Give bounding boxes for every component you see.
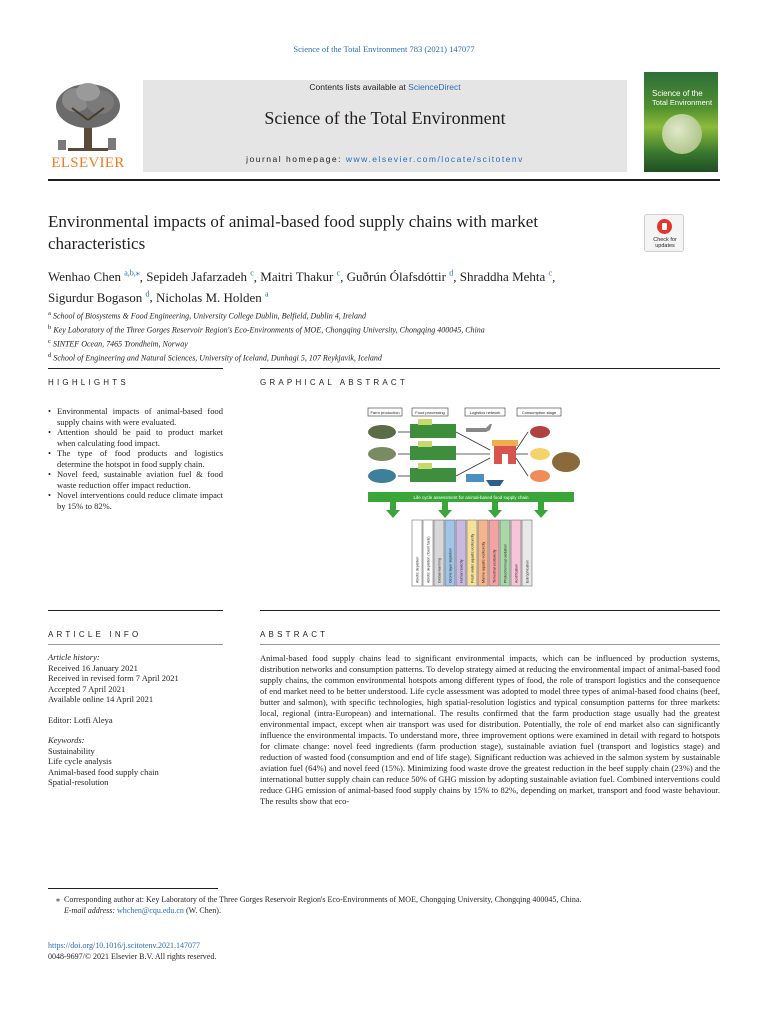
- affiliation-text: Key Laboratory of the Three Gorges Reservoir Region's Eco-Environments of MOE, Chongqing University, Chongqing 400045, China: [53, 325, 485, 335]
- author[interactable]: [260, 269, 340, 284]
- abstract-body: Animal-based food supply chains lead to significant environmental impacts, which can be influenced by production systems, distribution networks and consumption patterns. To develop strategy aimed at reducing the environmental impact of animal-based food supply chains, the common environmental hotspots among different types of food, the role of transport logistics and the consequence of end market need to be better understood. Life cycle assessment was adopted to model three types of animal-based food chains (beef, butter and salmon), with specific technologies, high spatial-resolution logistics and typical consumption patterns for three markets: local, regional (intra-European) and international. The results confirmed that the farm production stage usually had the greatest environmental impact, except when air transport was used for distribution. Potentially, the role of end market also can significantly influence the environmental impacts. To understand more, three improvement options were examined in detail with regard to hotspots for climate change: novel feed ingredients (farm production stage), sustainable aviation fuel (transport and logistics stage) and reduction of wasted food (consumption and end of life stage). Significant reduction was achieved in the salmon system by sustainable aviation fuel (64%) and novel feed (15%). Minimizing food waste drove the greatest reduction in the beef supply chain (23%) and the international butter supply chain can reduce 50% of GHG mission by adopting sustainable aviation fuel. Combined interventions could reduce GHG emission of animal-based food supply chains by 15% to 82%, depending on market, transport and food waste behaviour. The results show that eco-: [260, 653, 720, 806]
- email-link[interactable]: whchen@cqu.edu.cn: [117, 906, 184, 915]
- graphical-abstract-divider: [260, 368, 720, 369]
- affiliation-text: SINTEF Ocean, 7465 Trondheim, Norway: [52, 339, 188, 349]
- author-name: Sepideh Jafarzadeh: [146, 269, 247, 285]
- stage-header: [465, 408, 505, 416]
- editor: Editor: Lotfi Aleya: [48, 714, 113, 725]
- highlight-item: • Attention should be paid to product market when calculating food impact.: [48, 427, 223, 448]
- affiliation-label: c: [48, 338, 51, 346]
- article-title: Environmental impacts of animal-based food supply chains with market characteristics: [48, 212, 539, 253]
- impact-category-label: Terrestrial ecotoxicity: [492, 549, 497, 583]
- highlight-item: • Novel feed, sustainable aviation fuel & food waste reduction offer impact reduction.: [48, 469, 223, 490]
- doi-block: [48, 940, 720, 962]
- highlights-divider: [48, 368, 223, 369]
- factory-icon: [418, 463, 432, 469]
- journal-title: Science of the Total Environment: [264, 108, 506, 128]
- author[interactable]: [460, 269, 552, 284]
- keyword: Life cycle analysis: [48, 756, 112, 766]
- history-label: Article history:: [48, 652, 100, 662]
- affiliation-label: b: [48, 324, 52, 332]
- footnote-text: Corresponding author at: Key Laboratory of the Three Gorges Reservoir Region's Eco-Environments of MOE, Chongqing University, Chongqing 400045, China.: [64, 895, 582, 904]
- impact-category-label: Fresh water aquatic ecotoxicity: [470, 533, 475, 583]
- impact-category: [412, 520, 422, 586]
- highlights-list: [48, 406, 223, 511]
- tree-logo-icon: [48, 80, 128, 156]
- online-date: Available online 14 April 2021: [48, 694, 154, 704]
- flow-arrow: [456, 432, 490, 450]
- cattle-icon: [368, 425, 396, 439]
- impact-category-label: Global warming: [437, 558, 442, 583]
- author[interactable]: [146, 269, 254, 284]
- author-affil-marker[interactable]: c: [548, 269, 553, 278]
- flow-arrow: [456, 458, 490, 476]
- down-arrow-icon: [534, 502, 548, 518]
- impact-category-label: Acidification: [514, 563, 519, 583]
- highlights-heading: HIGHLIGHTS: [48, 378, 129, 387]
- author-affil-marker[interactable]: c: [336, 269, 341, 278]
- stage-label-logistics: Logistics network: [469, 410, 501, 415]
- sciencedirect-link[interactable]: ScienceDirect: [408, 82, 461, 92]
- author-name: Shraddha Mehta: [459, 269, 546, 285]
- processing-row-beef: [410, 424, 456, 438]
- impact-category: [467, 520, 477, 586]
- author[interactable]: [156, 290, 269, 305]
- crossmark-label: [645, 237, 685, 249]
- accepted-date: Accepted 7 April 2021: [48, 683, 126, 694]
- revised-date: Received in revised form 7 April 2021: [48, 673, 179, 683]
- affiliation: [48, 322, 720, 336]
- fish-farm-icon: [368, 469, 396, 483]
- author-affil-marker[interactable]: d: [145, 289, 150, 299]
- impact-category-label: Eutrophication: [525, 560, 530, 583]
- article-info-subdivider: [48, 644, 223, 645]
- impact-category-label: Ozone layer depletion: [448, 548, 453, 583]
- footnote-divider: [48, 888, 218, 889]
- citation-text[interactable]: Science of the Total Environment 783 (2021) 147077: [293, 44, 475, 54]
- author-name: Maitri Thakur: [260, 269, 334, 285]
- impact-category: [456, 520, 466, 586]
- contents-line: [143, 82, 627, 92]
- impact-category: [511, 520, 521, 586]
- homepage-line: [143, 154, 627, 164]
- crossmark-icon: [657, 219, 672, 234]
- abstract-divider: [260, 610, 720, 611]
- graphical-abstract-figure[interactable]: [260, 402, 720, 594]
- lca-banner-label: Life cycle assessment for animal-based food supply chain: [413, 495, 529, 500]
- highlight-item: • The type of food products and logistics determine the hotspot in food supply chain.: [48, 448, 223, 469]
- market-hub-door-icon: [502, 454, 508, 464]
- author-name: Guðrún Ólafsdóttir: [346, 269, 446, 285]
- affiliation-label: a: [48, 310, 51, 317]
- meat-dish-icon: [530, 426, 550, 438]
- author-name: Nicholas M. Holden: [156, 289, 262, 305]
- crossmark-line1: Check for: [653, 237, 677, 243]
- highlight-item: • Novel interventions could reduce climate impact by 15% to 82%.: [48, 490, 223, 511]
- affiliation-label: d: [48, 352, 52, 360]
- stage-label-farm: Farm production: [370, 410, 400, 415]
- market-hub-awning-icon: [492, 440, 518, 446]
- ship-icon: [486, 480, 504, 486]
- affiliation-text: School of Biosystems & Food Engineering, University College Dublin, Belfield, Dublin 4, Ireland: [52, 311, 366, 321]
- keyword: Sustainability: [48, 745, 95, 756]
- email-label: E-mail address:: [64, 906, 118, 915]
- stage-header: [517, 408, 561, 416]
- author-name: Sigurdur Bogason: [48, 289, 143, 305]
- impact-category: [522, 520, 532, 586]
- airplane-icon: [466, 424, 492, 432]
- impact-category-label: Abiotic depletion: [415, 556, 420, 583]
- butter-icon: [530, 448, 550, 460]
- author-name: Wenhao Chen: [48, 269, 121, 285]
- copyright-line: 0048-9697/© 2021 Elsevier B.V. All rights reserved.: [48, 952, 217, 961]
- food-waste-icon: [552, 452, 580, 472]
- keyword: Spatial-resolution: [48, 777, 109, 787]
- footnote-marker: ⁎: [56, 895, 60, 904]
- article-info-heading: ARTICLE INFO: [48, 630, 142, 639]
- down-arrow-icon: [438, 502, 452, 518]
- publisher-name: ELSEVIER: [51, 155, 125, 171]
- flow-arrow: [516, 458, 528, 476]
- journal-cover-image[interactable]: [644, 72, 718, 172]
- impact-category: [434, 520, 444, 586]
- dairy-cow-icon: [368, 447, 396, 461]
- affiliation-list: [48, 308, 720, 365]
- homepage-prefix: journal homepage:: [246, 154, 346, 164]
- author-affil-marker[interactable]: a,b,⁎: [124, 269, 140, 278]
- truck-icon: [466, 474, 484, 482]
- affiliation: [48, 336, 720, 350]
- author[interactable]: [48, 290, 150, 305]
- graphical-abstract-heading: GRAPHICAL ABSTRACT: [260, 378, 408, 387]
- impact-category: [423, 520, 433, 586]
- check-for-updates-button[interactable]: [644, 214, 684, 252]
- impact-category: [445, 520, 455, 586]
- processing-row-butter: [410, 446, 456, 460]
- email-suffix: (W. Chen).: [183, 906, 221, 915]
- stage-label-consumption: Consumption stage: [521, 410, 557, 415]
- stage-header: [368, 408, 402, 416]
- journal-citation-link[interactable]: [0, 44, 768, 54]
- stage-label-processing: Food processing: [415, 410, 445, 415]
- abstract-heading: ABSTRACT: [260, 630, 329, 639]
- processing-row-salmon: [410, 468, 456, 482]
- article-info-block: [48, 652, 228, 788]
- author-affil-marker[interactable]: c: [250, 269, 254, 278]
- highlight-item: • Environmental impacts of animal-based food supply chains with were evaluated.: [48, 406, 223, 427]
- keywords-label: Keywords:: [48, 735, 85, 745]
- author[interactable]: [48, 269, 140, 284]
- keyword: Animal-based food supply chain: [48, 766, 159, 777]
- salmon-dish-icon: [530, 470, 550, 482]
- factory-icon: [418, 419, 432, 425]
- impact-category: [478, 520, 488, 586]
- factory-icon: [418, 441, 432, 447]
- abstract-subdivider: [260, 644, 720, 645]
- impact-category-label: Photochemical oxidation: [503, 544, 508, 583]
- author[interactable]: [347, 269, 454, 284]
- header-divider: [48, 179, 720, 181]
- graphical-abstract-svg: [260, 402, 720, 594]
- author-affil-marker[interactable]: d: [449, 269, 454, 278]
- affiliation: [48, 350, 720, 364]
- contents-prefix: Contents lists available at: [309, 82, 409, 92]
- cover-title-line2: Total Environment: [652, 98, 713, 107]
- impact-category-label: Abiotic depletion (fossil fuels): [426, 536, 431, 583]
- cover-title-line1: Science of the: [652, 89, 703, 98]
- stage-header: [412, 408, 448, 416]
- affiliation-text: School of Engineering and Natural Sciences, University of Iceland, Dunhagi 5, 107 Reykjavik, Iceland: [53, 354, 382, 364]
- author-list: Wenhao Chen $^{a,b,⁎}$, Sepideh Jafarzadeh $^c$, Maitri Thakur $^c$, Guðrún Ólafsdóttir $^d$, Shraddha Mehta $^c$, Sigurdur Bogason $^d$, Nicholas M. Holden $^a$: [48, 269, 556, 305]
- doi-link[interactable]: https://doi.org/10.1016/j.scitotenv.2021.147077: [48, 941, 200, 950]
- impact-category: [489, 520, 499, 586]
- affiliation: [48, 308, 720, 322]
- journal-header-band: [143, 80, 627, 172]
- down-arrow-icon: [488, 502, 502, 518]
- article-info-divider: [48, 610, 223, 611]
- crossmark-line2: updates: [655, 243, 675, 249]
- cover-disc-graphic: [662, 114, 702, 154]
- impact-category-label: Marine aquatic ecotoxicity: [481, 541, 486, 583]
- received-date: Received 16 January 2021: [48, 662, 138, 673]
- homepage-link[interactable]: www.elsevier.com/locate/scitotenv: [345, 154, 524, 164]
- down-arrow-icon: [386, 502, 400, 518]
- impact-category-label: Human toxicity: [459, 559, 464, 583]
- impact-category-group: [412, 520, 532, 586]
- impact-category: [500, 520, 510, 586]
- elsevier-logo: [48, 80, 128, 172]
- corresponding-author-footnote: [56, 894, 720, 916]
- author-affil-marker[interactable]: a: [265, 289, 269, 299]
